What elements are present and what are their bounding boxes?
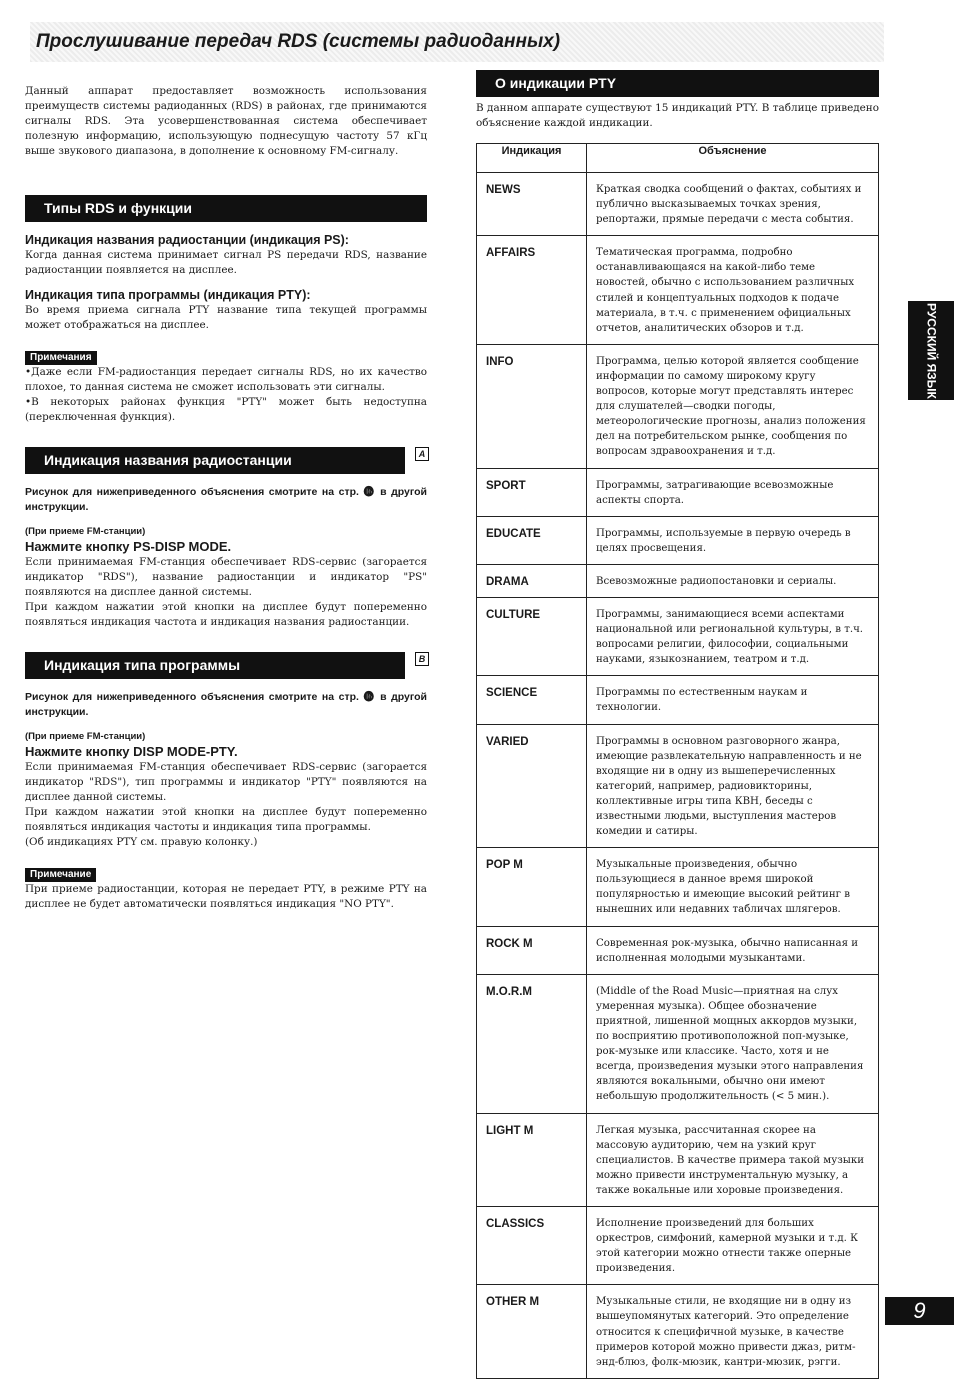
pty-description: Программы, используемые в первую очередь в целях просвещения. (587, 516, 879, 564)
pty-intro: В данном аппарате существуют 15 индикаций PTY. В таблице приведено объяснение каждой индикации. (476, 102, 879, 129)
table-row (477, 236, 879, 345)
pty-col-indication: Индикация (477, 144, 587, 173)
pty-description: Краткая сводка сообщений о фактах, событиях и публично высказываемых точках зрения, репортажи, прямые передачи с места события. (587, 173, 879, 236)
page-title: Прослушивание передач RDS (системы радиоданных) (30, 22, 884, 62)
pty-description: Исполнение произведений для больших оркестров, симфоний, камерной музыки и т.д. К этой категории можно отнести также оперные произведения. (587, 1206, 879, 1284)
figure-letter-b: B (415, 652, 429, 666)
table-row (477, 516, 879, 564)
pty-description: Современная рок-музыка, обычно написанная и исполненная молодыми музыкантами. (587, 926, 879, 974)
program-figure-ref: Рисунок для нижеприведенного объяснения смотрите на стр. ⓰ в другой инструкции. (25, 691, 427, 718)
table-row (477, 848, 879, 926)
table-row (477, 173, 879, 236)
pty-code: POP M (477, 848, 587, 926)
pty-description: Программы, занимающиеся всеми аспектами национальной или региональной культуры, в т.ч. вопросами религии, философии, социальными науками, языкознанием, театром и т.д. (587, 597, 879, 675)
table-row (477, 468, 879, 516)
right-column (476, 70, 879, 1379)
language-tab-label: РУССКИЙ ЯЗЫК (924, 302, 939, 399)
table-row (477, 974, 879, 1113)
pty-code: NEWS (477, 173, 587, 236)
table-row (477, 564, 879, 597)
station-when: (При приеме FM-станции) (25, 526, 146, 537)
pty-code: CLASSICS (477, 1206, 587, 1284)
pty-code: M.O.R.M (477, 974, 587, 1113)
station-text-2: При каждом нажатии этой кнопки на дисплее будут попеременно появляться индикация частота и индикация названия радиостанции. (25, 601, 427, 628)
ps-text: Когда данная система принимает сигнал PS передачи RDS, название радиостанции появляется на дисплее. (25, 249, 427, 276)
pty-text: Во время приема сигнала PTY название типа текущей программы может отображаться на дисплее. (25, 304, 427, 331)
station-name-heading: Индикация названия радиостанции (25, 447, 405, 474)
station-figure-ref: Рисунок для нижеприведенного объяснения смотрите на стр. ⓰ в другой инструкции. (25, 486, 427, 513)
program-when: (При приеме FM-станции) (25, 731, 146, 742)
language-side-tab (908, 301, 954, 400)
table-row (477, 1113, 879, 1206)
rds-types-heading: Типы RDS и функции (25, 195, 427, 222)
program-text-3: (Об индикациях PTY см. правую колонку.) (25, 836, 258, 848)
page-number: 9 (885, 1297, 954, 1325)
pty-col-explanation: Объяснение (587, 144, 879, 173)
pty-heading: О индикации PTY (476, 70, 879, 97)
pty-code: ROCK M (477, 926, 587, 974)
pty-code: OTHER M (477, 1285, 587, 1378)
pty-description: Музыкальные стили, не входящие ни в одну из вышеупомянутых категорий. Это определение относится к специфичной музыке, в качестве примеров которой можно привести джаз, ритм-энд-блюз, фолк-мюзик, кантри-мюзик, рэгги. (587, 1285, 879, 1378)
pty-description: Легкая музыка, рассчитанная скорее на массовую аудиторию, чем на узкий круг специалистов. В качестве примера такой музыки можно привести инструментальную музыку, а также вокальные или хоровые произведения. (587, 1113, 879, 1206)
pty-description: Программа, целью которой является сообщение информации по самому широкому кругу вопросов, которые могут представлять интерес для слушателей—сводки погоды, метеорологические прогнозы, анализ положения дел на потребительском рынке, сообщения по вопросам здравоохранения и т.д. (587, 344, 879, 468)
notes-label: Примечания (25, 351, 97, 365)
table-row (477, 926, 879, 974)
pty-description: Всевозможные радиопостановки и сериалы. (587, 564, 879, 597)
program-text-1: Если принимаемая FM-станция обеспечивает RDS-сервис (загорается индикатор "RDS"), тип программы и индикатор "PTY" появляются на дисплее данной системы. (25, 761, 427, 803)
table-row (477, 1285, 879, 1378)
ps-title: Индикация названия радиостанции (индикация PS): (25, 233, 349, 247)
table-row (477, 1206, 879, 1284)
left-column (25, 84, 427, 912)
pty-description: Программы, затрагивающие всевозможные аспекты спорта. (587, 468, 879, 516)
note-2: •В некоторых районах функция "PTY" может быть недоступна (переключенная функция). (25, 396, 427, 423)
table-row (477, 676, 879, 724)
note-1: •Даже если FM-радиостанция передает сигналы RDS, но их качество плохое, то данная система не сможет использовать эти сигналы. (25, 366, 427, 393)
program-note: При приеме радиостанции, которая не передает PTY, в режиме PTY на дисплее не будет автоматически появляться индикация "NO PTY". (25, 883, 427, 910)
program-type-heading: Индикация типа программы (25, 652, 405, 679)
pty-code: CULTURE (477, 597, 587, 675)
pty-code: SPORT (477, 468, 587, 516)
pty-description: Музыкальные произведения, обычно пользующиеся в данное время широкой популярностью и имеющие высокий рейтинг в нынешних или недавних табличах шлягеров. (587, 848, 879, 926)
pty-description: Программы по естественным наукам и технологии. (587, 676, 879, 724)
station-text-1: Если принимаемая FM-станция обеспечивает RDS-сервис (загорается индикатор "RDS"), название радиостанции и индикатор "PS" появляются на дисплее данной системы. (25, 556, 427, 598)
pty-code: AFFAIRS (477, 236, 587, 345)
table-row (477, 597, 879, 675)
table-row (477, 724, 879, 848)
pty-code: SCIENCE (477, 676, 587, 724)
pty-description: Тематическая программа, подробно останавливающаяся на какой-либо теме новостей, обычно с использованием различных стилей и концептуальных подходов к подаче материала, в т.ч. с применением официальных отчетов, аналитических обзоров и т.д. (587, 236, 879, 345)
program-action: Нажмите кнопку DISP MODE-PTY. (25, 744, 238, 759)
program-text-2: При каждом нажатии этой кнопки на дисплее будут попеременно появляться индикация частоты и индикация типа программы. (25, 806, 427, 833)
pty-table (476, 143, 879, 1379)
pty-title: Индикация типа программы (индикация PTY): (25, 288, 311, 302)
pty-code: DRAMA (477, 564, 587, 597)
figure-letter-a: A (415, 447, 429, 461)
pty-code: VARIED (477, 724, 587, 848)
note-label: Примечание (25, 868, 96, 882)
pty-code: INFO (477, 344, 587, 468)
intro-text: Данный аппарат предоставляет возможность использования преимуществ системы радиоданных (RDS) в районах, где принимаются сигналы RDS. Эта усовершенствованная система обеспечивает полезную информацию, использующую поднесущую частоту 57 кГц выше звукового диапазона, в дополнение к основному FM-сигналу. (25, 85, 427, 157)
pty-description: Программы в основном разговорного жанра, имеющие развлекательную направленность и не входящие ни в одну из вышеперечисленных категорий, например, радиовикторины, коллективные игры типа КВН, беседы с известными людьми, выступления мастеров комедии и сатиры. (587, 724, 879, 848)
pty-code: LIGHT M (477, 1113, 587, 1206)
table-row (477, 344, 879, 468)
pty-code: EDUCATE (477, 516, 587, 564)
station-action: Нажмите кнопку PS-DISP MODE. (25, 539, 232, 554)
pty-table-header (477, 144, 879, 173)
pty-description: (Middle of the Road Music—приятная на слух умеренная музыка). Общее обозначение приятной, лишенной мощных аккордов музыки, по восприятию противоположной поп-музыке, рок-музыке или классике. Часто, хотя и не всегда, произведения музыки этого направления являются вокальными, обычно они имеют небольшую продолжительность (< 5 мин.). (587, 974, 879, 1113)
